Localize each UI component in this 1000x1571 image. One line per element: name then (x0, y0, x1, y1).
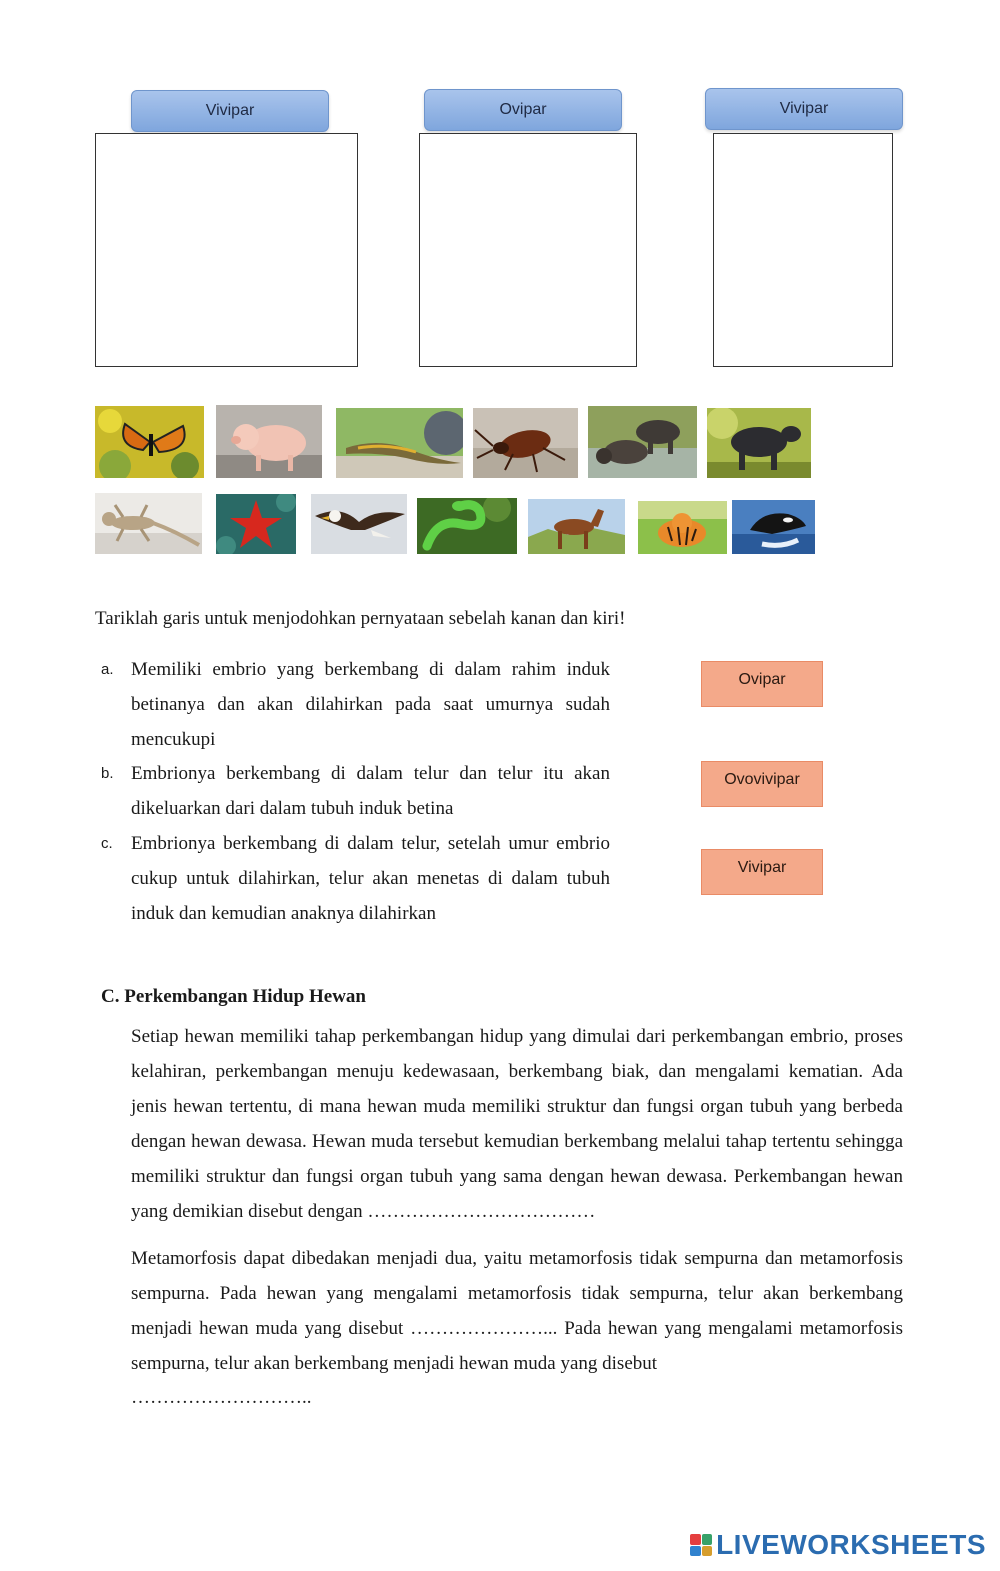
gecko-photo-icon[interactable] (95, 493, 202, 554)
question-a-letter: a. (101, 661, 114, 678)
eagle-photo-icon[interactable] (311, 494, 407, 554)
starfish-photo-icon[interactable] (216, 494, 296, 554)
liveworksheets-brand-text: LIVEWORKSHEETS (716, 1529, 986, 1560)
butterfly-photo-icon[interactable] (95, 406, 204, 478)
answer-ovipar[interactable]: Ovipar (701, 661, 823, 707)
buffalo-photo-icon[interactable] (588, 406, 697, 478)
section-c-heading: C. Perkembangan Hidup Hewan (101, 986, 366, 1007)
drop-zone-vivipar-2[interactable] (713, 133, 893, 367)
matching-instruction: Tariklah garis untuk menjodohkan pernyataan sebelah kanan dan kiri! (95, 608, 626, 629)
question-b-letter: b. (101, 765, 114, 782)
category-label-vivipar-1: Vivipar (131, 90, 329, 132)
tiger-photo-icon[interactable] (638, 501, 727, 554)
category-label-ovipar: Ovipar (424, 89, 622, 131)
section-c-paragraph-2: Metamorfosis dapat dibedakan menjadi dua, yaitu metamorfosis tidak sempurna dan metamorfosis sempurna. Pada hewan yang mengalami metamorfosis tidak sempurna, telur akan berkembang menjadi hewan muda yang disebut …………………... Pada hewan yang mengalami metamorfosis sempurna, telur akan berkembang menjadi hewan muda yang disebut (131, 1248, 903, 1374)
orca-photo-icon[interactable] (732, 500, 815, 554)
horse-photo-icon[interactable] (528, 499, 625, 554)
tapir-photo-icon[interactable] (707, 408, 811, 478)
cockroach-photo-icon[interactable] (473, 408, 578, 478)
pig-photo-icon[interactable] (216, 405, 322, 478)
answer-ovovivipar[interactable]: Ovovivipar (701, 761, 823, 807)
question-c-letter: c. (101, 835, 113, 852)
question-a-text[interactable]: Memiliki embrio yang berkembang di dalam rahim induk betinanya dan akan dilahirkan pada saat umurnya sudah mencukupi (131, 659, 610, 750)
drop-zone-ovipar[interactable] (419, 133, 637, 367)
category-label-vivipar-2: Vivipar (705, 88, 903, 130)
drop-zone-vivipar-1[interactable] (95, 133, 358, 367)
question-b-text[interactable]: Embrionya berkembang di dalam telur dan telur itu akan dikeluarkan dari dalam tubuh induk betina (131, 763, 610, 819)
snake-photo-icon[interactable] (417, 498, 517, 554)
liveworksheets-logo (690, 1529, 986, 1561)
fill-blank-3[interactable]: ……………………….. (131, 1387, 312, 1408)
liveworksheets-logo-icon (690, 1534, 712, 1556)
answer-vivipar[interactable]: Vivipar (701, 849, 823, 895)
question-c-text[interactable]: Embrionya berkembang di dalam telur, setelah umur embrio cukup untuk dilahirkan, telur akan menetas di dalam tubuh induk dan kemudian anaknya dilahirkan (131, 833, 610, 924)
section-c-paragraph-1: Setiap hewan memiliki tahap perkembangan hidup yang dimulai dari perkembangan embrio, proses kelahiran, perkembangan menuju kedewasaan, berkembang biak, dan mengalami kematian. Ada jenis hewan tertentu, di mana hewan muda memiliki struktur dan fungsi organ tubuh yang berbeda dengan hewan dewasa. Hewan muda tersebut kemudian berkembang melalui tahap tertentu sehingga memiliki struktur dan fungsi organ tubuh yang sama dengan hewan dewasa. Perkembangan hewan yang demikian disebut dengan ……………………………… (131, 1026, 903, 1222)
lizard-photo-icon[interactable] (336, 408, 463, 478)
